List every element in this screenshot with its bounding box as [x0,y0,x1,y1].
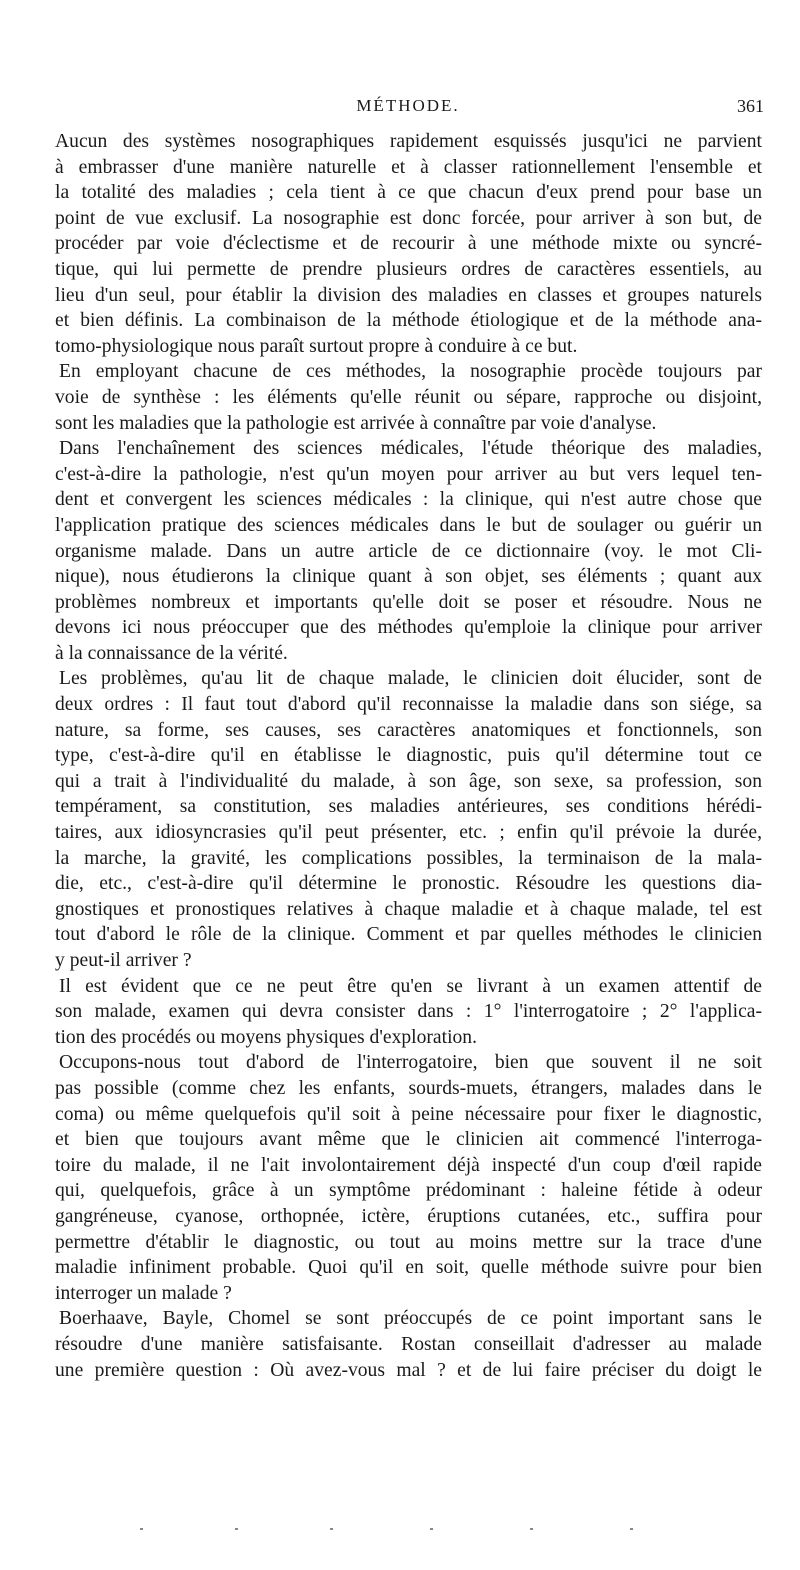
text-line: l'application pratique des sciences médicales dans le but de soulager ou guérir un [55,514,762,536]
text-line: nature, sa forme, ses causes, ses caractères anatomiques et fonctionnels, son [55,719,762,741]
paragraph [55,974,762,1051]
text-line: tempérament, sa constitution, ses maladies antérieures, ses conditions hérédi- [55,796,762,818]
body-text [55,129,762,1383]
text-line: devons ici nous préoccuper que des méthodes qu'emploie la clinique pour arriver [55,617,762,639]
text-line: point de vue exclusif. La nosographie est donc forcée, pour arriver à son but, de [55,207,762,229]
paragraph [55,359,762,436]
text-line: gangréneuse, cyanose, orthopnée, ictère, éruptions cutanées, etc., suffira pour [55,1205,762,1227]
text-line: Occupons-nous tout d'abord de l'interrogatoire, bien que souvent il ne soit [59,1052,762,1074]
text-line: En employant chacune de ces méthodes, la nosographie procède toujours par [59,361,762,383]
text-line: et bien que toujours avant même que le clinicien ait commencé l'interroga- [55,1129,762,1151]
text-line: procéder par voie d'éclectisme et de recourir à une méthode mixte ou syncré- [55,233,762,255]
running-head: MÉTHODE. [356,96,460,115]
text-line: Boerhaave, Bayle, Chomel se sont préoccupés de ce point important sans le [59,1308,762,1330]
text-line: pas possible (comme chez les enfants, sourds-muets, étrangers, malades dans le [55,1077,762,1099]
text-line: problèmes nombreux et importants qu'elle doit se poser et résoudre. Nous ne [55,591,762,613]
page-header [52,96,764,126]
paragraph [55,129,762,359]
text-line: à la connaissance de la vérité. [55,642,288,664]
text-line: dent et convergent les sciences médicales : la clinique, qui n'est autre chose que [55,489,762,511]
text-line: maladie infiniment probable. Quoi qu'il en soit, quelle méthode suivre pour bien [55,1257,762,1279]
text-line: lieu d'un seul, pour établir la division des maladies en classes et groupes naturels [55,284,762,306]
paragraph [55,1050,762,1306]
text-line: taires, aux idiosyncrasies qu'il peut présenter, etc. ; enfin qu'il prévoie la durée, [55,822,762,844]
text-line: tion des procédés ou moyens physiques d'exploration. [55,1026,478,1048]
text-line: tout d'abord le rôle de la clinique. Comment et par quelles méthodes le clinicien [55,924,762,946]
page-number: 361 [737,96,764,116]
text-line: organisme malade. Dans un autre article de ce dictionnaire (voy. le mot Cli- [55,540,762,562]
scan-dot [530,1528,533,1530]
text-line: sont les maladies que la pathologie est arrivée à connaître par voie d'analyse. [55,412,657,434]
text-line: Dans l'enchaînement des sciences médicales, l'étude théorique des maladies, [59,438,762,460]
text-line: toire du malade, il ne l'ait involontairement déjà inspecté d'un coup d'œil rapide [55,1154,762,1176]
text-line: die, etc., c'est-à-dire qu'il détermine le pronostic. Résoudre les questions dia- [55,873,762,895]
text-line: tique, qui lui permette de prendre plusieurs ordres de caractères essentiels, au [55,258,762,280]
text-line: Aucun des systèmes nosographiques rapidement esquissés jusqu'ici ne parvient [55,131,762,152]
text-line: c'est-à-dire la pathologie, n'est qu'un moyen pour arriver au but vers lequel ten- [55,463,762,485]
text-line: qui a trait à l'individualité du malade, à son âge, son sexe, sa profession, son [55,770,762,792]
text-line: une première question : Où avez-vous mal ? et de lui faire préciser du doigt le [55,1359,762,1381]
text-line: à embrasser d'une manière naturelle et à classer rationnellement l'ensemble et [55,156,762,178]
text-line: nique), nous étudierons la clinique quant à son objet, ses éléments ; quant aux [55,566,762,588]
text-line: permettre d'établir le diagnostic, ou tout au moins mettre sur la trace d'une [55,1231,762,1253]
paragraph [55,1306,762,1383]
text-line: interroger un malade ? [55,1282,232,1304]
text-line: résoudre d'une manière satisfaisante. Rostan conseillait d'adresser au malade [55,1333,762,1355]
text-line: type, c'est-à-dire qu'il en établisse le diagnostic, puis qu'il détermine tout ce [55,745,762,767]
scan-dot [330,1528,333,1530]
text-line: la totalité des maladies ; cela tient à ce que chacun d'eux prend pour base un [55,182,762,204]
text-line: coma) ou même quelquefois qu'il soit à peine nécessaire pour fixer le diagnostic, [55,1103,762,1125]
bottom-scan-marks [140,1528,660,1532]
text-line: son malade, examen qui devra consister dans : 1° l'interrogatoire ; 2° l'applica- [55,1001,762,1023]
scan-dot [630,1528,633,1530]
text-line: la marche, la gravité, les complications possibles, la terminaison de la mala- [55,847,762,869]
text-line: et bien définis. La combinaison de la méthode étiologique et de la méthode ana- [55,310,762,332]
paragraph [55,666,762,973]
text-line: y peut-il arriver ? [55,950,192,971]
text-line: gnostiques et pronostiques relatives à chaque maladie et à chaque malade, tel est [55,898,762,920]
scan-dot [235,1528,238,1530]
text-line: voie de synthèse : les éléments qu'elle réunit ou sépare, rapproche ou disjoint, [55,386,762,408]
scan-dot [430,1528,433,1530]
scan-dot [140,1528,143,1530]
text-line: Les problèmes, qu'au lit de chaque malade, le clinicien doit élucider, sont de [59,668,762,690]
text-line: Il est évident que ce ne peut être qu'en se livrant à un examen attentif de [59,975,762,997]
paragraph [55,436,762,666]
text-line: tomo-physiologique nous paraît surtout propre à conduire à ce but. [55,335,578,357]
text-line: deux ordres : Il faut tout d'abord qu'il reconnaisse la maladie dans son siége, sa [55,694,762,716]
text-line: qui, quelquefois, grâce à un symptôme prédominant : haleine fétide à odeur [55,1180,762,1202]
